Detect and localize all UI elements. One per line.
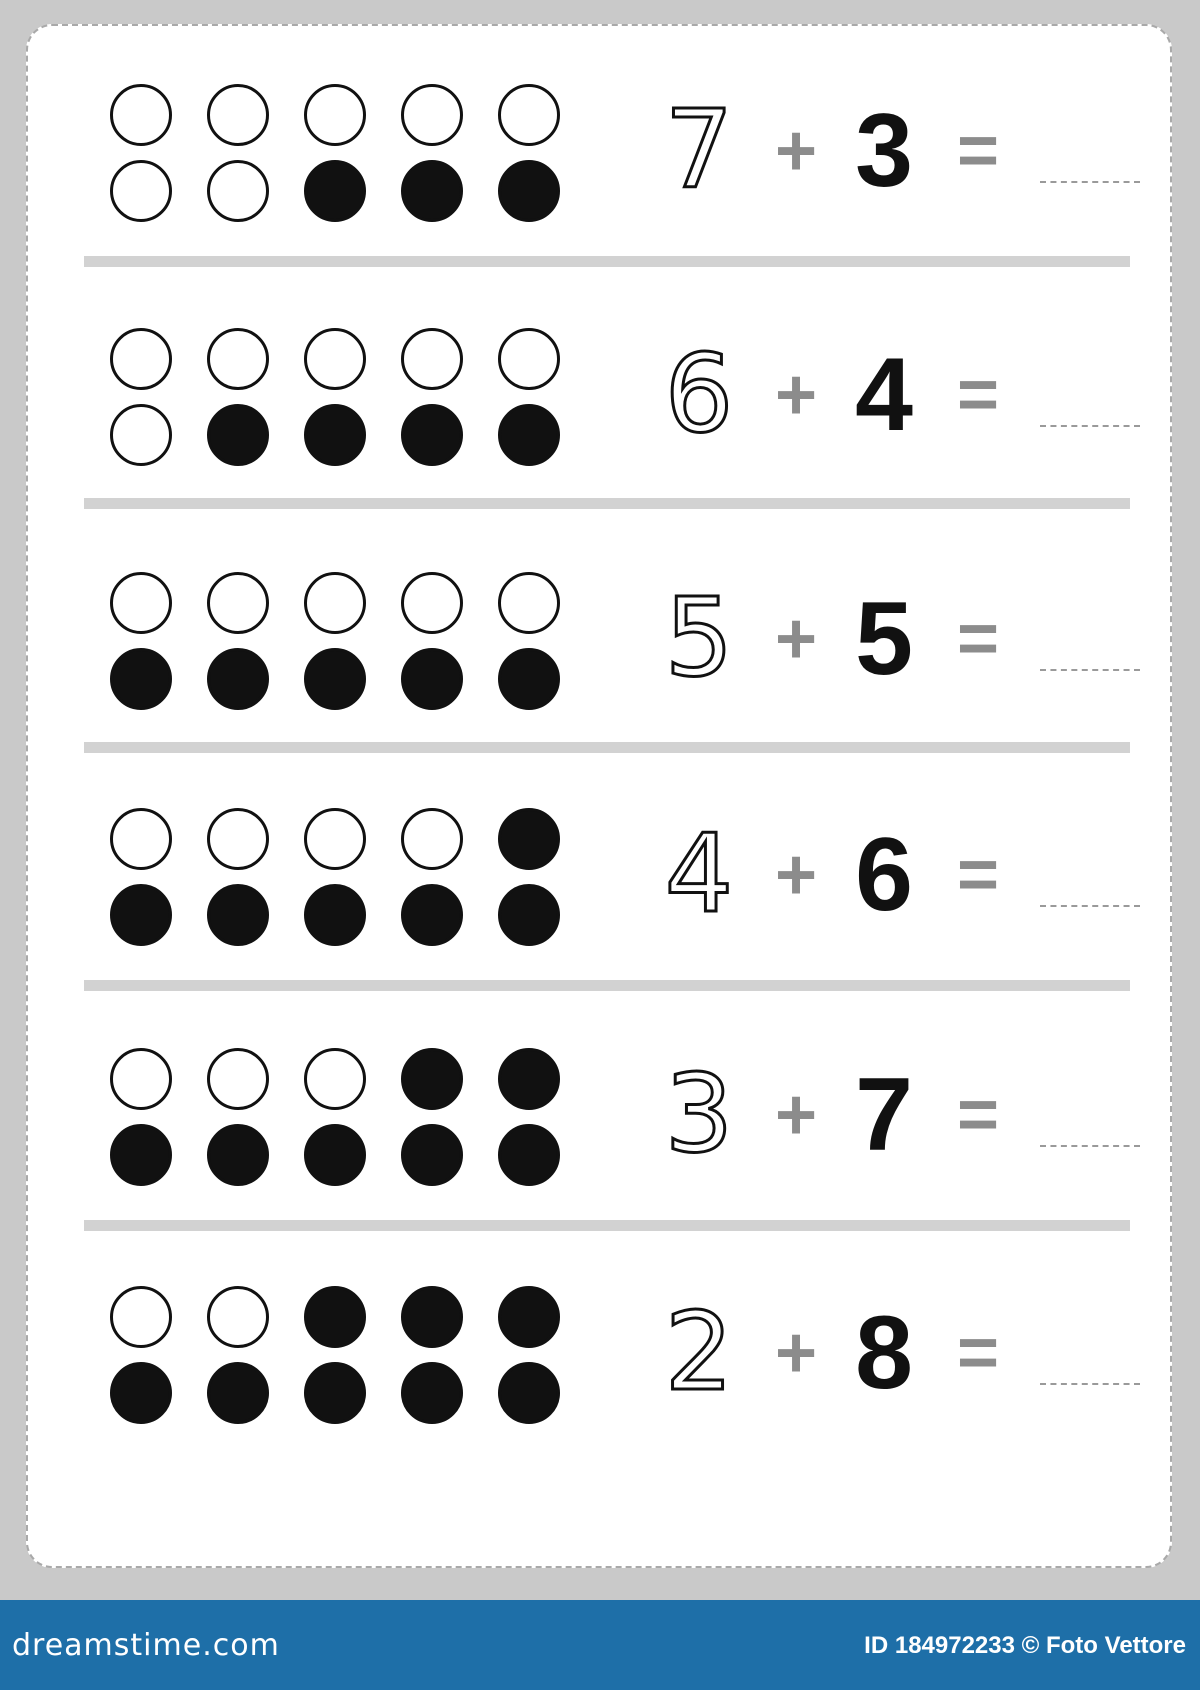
plus-sign: + <box>774 355 818 435</box>
empty-circle <box>110 84 172 146</box>
empty-circle <box>207 160 269 222</box>
empty-circle <box>207 1286 269 1348</box>
first-addend: 2 <box>664 1290 734 1415</box>
exercise-row <box>84 320 1130 515</box>
addition-equation <box>654 1045 1130 1185</box>
equals-sign: = <box>956 599 1000 679</box>
empty-circle <box>498 84 560 146</box>
answer-blank[interactable] <box>1040 1145 1140 1147</box>
worksheet <box>26 24 1172 1568</box>
filled-circle <box>401 1286 463 1348</box>
plus-sign: + <box>774 111 818 191</box>
empty-circle <box>401 808 463 870</box>
filled-circle <box>110 1362 172 1424</box>
empty-circle <box>207 1048 269 1110</box>
footer-brand: dreamstime.com <box>12 1628 280 1663</box>
ten-frame <box>110 1286 560 1426</box>
equals-sign: = <box>956 111 1000 191</box>
answer-blank[interactable] <box>1040 1383 1140 1385</box>
empty-circle <box>207 84 269 146</box>
filled-circle <box>401 1048 463 1110</box>
empty-circle <box>110 808 172 870</box>
plus-sign: + <box>774 599 818 679</box>
ten-frame <box>110 1048 560 1188</box>
row-divider <box>84 742 1130 753</box>
second-addend: 4 <box>855 337 913 453</box>
empty-circle <box>304 572 366 634</box>
answer-blank[interactable] <box>1040 181 1140 183</box>
filled-circle <box>498 648 560 710</box>
answer-blank[interactable] <box>1040 669 1140 671</box>
exercise-row <box>84 1040 1130 1235</box>
empty-circle <box>304 328 366 390</box>
empty-circle <box>401 84 463 146</box>
filled-circle <box>498 1124 560 1186</box>
filled-circle <box>498 1286 560 1348</box>
filled-circle <box>401 648 463 710</box>
filled-circle <box>498 160 560 222</box>
filled-circle <box>304 648 366 710</box>
footer-image-id: ID 184972233 © Foto Vettore <box>864 1632 1186 1659</box>
empty-circle <box>110 328 172 390</box>
empty-circle <box>110 1048 172 1110</box>
empty-circle <box>207 572 269 634</box>
filled-circle <box>401 1124 463 1186</box>
answer-blank[interactable] <box>1040 905 1140 907</box>
filled-circle <box>498 808 560 870</box>
filled-circle <box>207 404 269 466</box>
first-addend: 6 <box>664 332 734 457</box>
second-addend: 6 <box>855 817 913 933</box>
addition-equation <box>654 1283 1130 1423</box>
answer-blank[interactable] <box>1040 425 1140 427</box>
empty-circle <box>110 1286 172 1348</box>
ten-frame <box>110 84 560 224</box>
exercise-row <box>84 76 1130 271</box>
filled-circle <box>498 1362 560 1424</box>
empty-circle <box>110 404 172 466</box>
first-addend: 3 <box>664 1052 734 1177</box>
exercise-row <box>84 1278 1130 1473</box>
empty-circle <box>401 328 463 390</box>
filled-circle <box>207 648 269 710</box>
equals-sign: = <box>956 835 1000 915</box>
addition-equation <box>654 569 1130 709</box>
filled-circle <box>207 1362 269 1424</box>
filled-circle <box>110 1124 172 1186</box>
empty-circle <box>498 572 560 634</box>
equals-sign: = <box>956 1075 1000 1155</box>
filled-circle <box>401 160 463 222</box>
first-addend: 4 <box>664 812 734 937</box>
filled-circle <box>304 404 366 466</box>
empty-circle <box>304 84 366 146</box>
filled-circle <box>401 404 463 466</box>
filled-circle <box>304 884 366 946</box>
row-divider <box>84 256 1130 267</box>
exercise-row <box>84 800 1130 995</box>
first-addend: 5 <box>664 576 734 701</box>
filled-circle <box>498 1048 560 1110</box>
filled-circle <box>304 1286 366 1348</box>
empty-circle <box>207 808 269 870</box>
filled-circle <box>207 884 269 946</box>
filled-circle <box>498 884 560 946</box>
addition-equation <box>654 81 1130 221</box>
addition-equation <box>654 325 1130 465</box>
first-addend: 7 <box>664 88 734 213</box>
empty-circle <box>304 808 366 870</box>
second-addend: 7 <box>855 1057 913 1173</box>
empty-circle <box>498 328 560 390</box>
plus-sign: + <box>774 1313 818 1393</box>
row-divider <box>84 980 1130 991</box>
addition-equation <box>654 805 1130 945</box>
exercise-row <box>84 564 1130 759</box>
second-addend: 8 <box>855 1295 913 1411</box>
filled-circle <box>110 884 172 946</box>
plus-sign: + <box>774 1075 818 1155</box>
filled-circle <box>304 1362 366 1424</box>
row-divider <box>84 1220 1130 1231</box>
filled-circle <box>304 160 366 222</box>
second-addend: 3 <box>855 93 913 209</box>
ten-frame <box>110 808 560 948</box>
empty-circle <box>401 572 463 634</box>
filled-circle <box>207 1124 269 1186</box>
footer-bar <box>0 1600 1200 1690</box>
row-divider <box>84 498 1130 509</box>
empty-circle <box>110 572 172 634</box>
equals-sign: = <box>956 355 1000 435</box>
empty-circle <box>207 328 269 390</box>
filled-circle <box>304 1124 366 1186</box>
filled-circle <box>498 404 560 466</box>
second-addend: 5 <box>855 581 913 697</box>
empty-circle <box>304 1048 366 1110</box>
filled-circle <box>110 648 172 710</box>
empty-circle <box>110 160 172 222</box>
plus-sign: + <box>774 835 818 915</box>
equals-sign: = <box>956 1313 1000 1393</box>
ten-frame <box>110 328 560 468</box>
filled-circle <box>401 884 463 946</box>
filled-circle <box>401 1362 463 1424</box>
ten-frame <box>110 572 560 712</box>
